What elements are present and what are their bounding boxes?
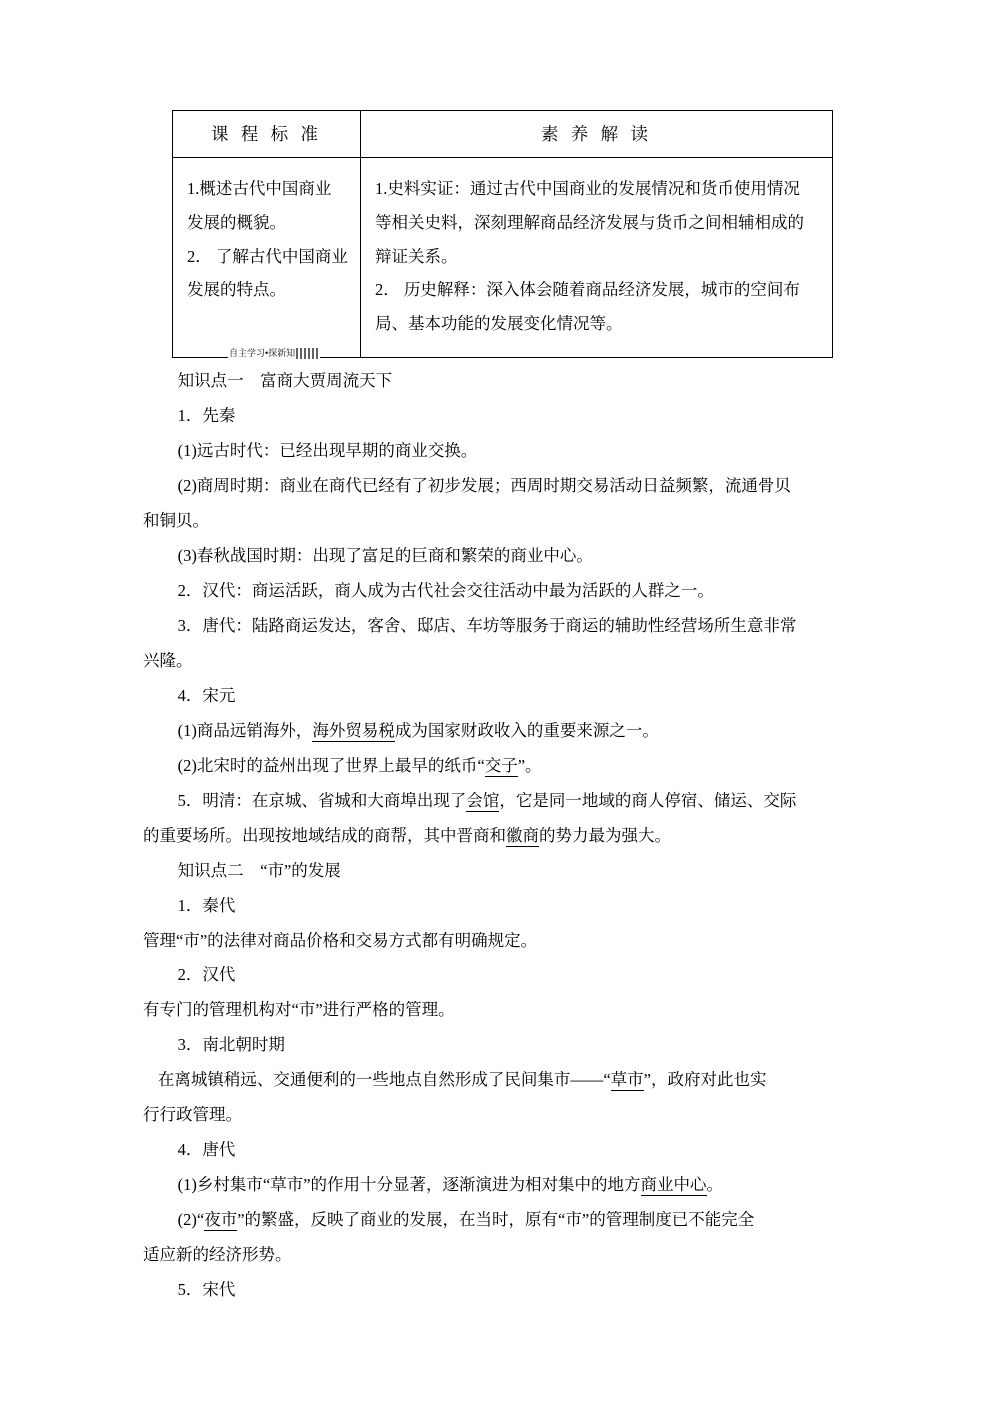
body-line-nanbeichao-cont: 行行政管理。 <box>143 1105 242 1125</box>
table-cell-literacy <box>361 158 833 358</box>
text-seg: 成为国家财政收入的重要来源之一。 <box>394 720 659 740</box>
underlined-term-shangyezhongxin: 商业中心 <box>640 1175 707 1195</box>
text-seg: ”，政府对此也实 <box>643 1070 767 1090</box>
standard-line-3: 2． 了解古代中国商业 <box>187 246 348 266</box>
body-line-tangdai-2: 4．唐代 <box>177 1140 236 1160</box>
curriculum-standard-table <box>172 110 833 358</box>
banner-label: 自主学习•探新知 <box>229 348 296 358</box>
text-seg: 的势力最为强大。 <box>539 825 671 845</box>
underlined-term-yeshi: 夜市 <box>204 1210 238 1230</box>
underlined-term-huiguan: 会馆 <box>466 790 500 810</box>
body-line-songyuan-2 <box>143 749 859 784</box>
text-seg: (2)“ <box>177 1210 205 1230</box>
table-header-literacy: 素 养 解 读 <box>361 111 833 158</box>
table-cell-standard <box>173 158 361 358</box>
knowledge-point-1-title: 知识点一 富商大贾周流天下 <box>177 371 393 390</box>
body-line-mingqing-2 <box>143 819 859 854</box>
literacy-line-4: 2． 历史解释：深入体会随着商品经济发展，城市的空间布 <box>375 280 800 300</box>
text-seg: ”的繁盛，反映了商业的发展，在当时，原有“市”的管理制度已不能完全 <box>237 1210 755 1230</box>
literacy-line-1: 1.史料实证：通过古代中国商业的发展情况和货币使用情况 <box>375 179 800 198</box>
text-seg: 在离城镇稍远、交通便利的一些地点自然形成了民间集市——“ <box>157 1070 611 1090</box>
body-line-yuangu: (1)远古时代：已经出现早期的商业交换。 <box>177 440 478 460</box>
underlined-term-haiwai: 海外贸易税 <box>312 720 395 740</box>
standard-line-1: 1.概述古代中国商业 <box>187 179 332 198</box>
body-line-tangdai: 3．唐代：陆路商运发达，客舍、邸店、车坊等服务于商运的辅助性经营场所生意非常 <box>177 615 797 635</box>
text-seg: (1)商品远销海外， <box>177 720 313 740</box>
text-seg: (1)乡村集市“草市”的作用十分显著，逐渐演进为相对集中的地方 <box>177 1175 641 1195</box>
section-banner <box>228 346 320 360</box>
body-line-songyuan: 4．宋元 <box>177 685 236 705</box>
literacy-line-5: 局、基本功能的发展变化情况等。 <box>375 314 623 334</box>
body-line-qindai: 1．秦代 <box>177 895 236 915</box>
body-line-tangdai-2-2 <box>143 1203 859 1238</box>
text-seg: ”。 <box>517 755 542 775</box>
body-line-mingqing-1 <box>143 784 859 819</box>
text-seg: 5．明清：在京城、省城和大商埠出现了 <box>177 790 467 810</box>
body-line-handai-2-text: 有专门的管理机构对“市”进行严格的管理。 <box>143 1000 455 1020</box>
body-line-handai: 2．汉代：商运活跃，商人成为古代社会交往活动中最为活跃的人群之一。 <box>177 580 714 600</box>
body-line-tangdai-2-1 <box>143 1168 859 1203</box>
body-line-xianqin: 1．先秦 <box>177 405 236 425</box>
literacy-line-2: 等相关史料，深刻理解商品经济发展与货币之间相辅相成的 <box>375 212 804 232</box>
body-line-tangdai-cont: 兴隆。 <box>143 650 193 670</box>
underlined-term-huishang: 徽商 <box>506 825 539 845</box>
standard-line-2: 发展的概貌。 <box>187 212 286 232</box>
body-line-songyuan-1 <box>143 714 859 749</box>
body-line-chunqiu: (3)春秋战国时期：出现了富足的巨商和繁荣的商业中心。 <box>177 545 593 565</box>
text-seg: 的重要场所。出现按地域结成的商帮，其中晋商和 <box>143 825 506 845</box>
text-seg: (2)北宋时的益州出现了世界上最早的纸币“ <box>177 755 485 775</box>
body-line-qindai-text: 管理“市”的法律对商品价格和交易方式都有明确规定。 <box>143 930 538 950</box>
table-header-row <box>173 111 833 158</box>
body-line-nanbeichao-text <box>143 1063 859 1098</box>
body-line-shangzhou: (2)商周时期：商业在商代已经有了初步发展；西周时期交易活动日益频繁，流通骨贝 <box>177 475 791 495</box>
underlined-term-jiaozi: 交子 <box>484 755 518 775</box>
underlined-term-caoshi: 草市 <box>610 1070 644 1090</box>
body-line-nanbeichao: 3．南北朝时期 <box>177 1035 285 1055</box>
table-body-row <box>173 158 833 358</box>
text-seg: ，它是同一地域的商人停宿、储运、交际 <box>499 790 797 810</box>
body-line-songdai: 5．宋代 <box>177 1280 236 1300</box>
text-seg: 。 <box>706 1175 724 1195</box>
literacy-line-3: 辩证关系。 <box>375 246 458 266</box>
body-line-tangdai-2-3: 适应新的经济形势。 <box>143 1245 292 1265</box>
body-line-handai-2: 2．汉代 <box>177 965 236 985</box>
table-header-standard: 课 程 标 准 <box>173 111 361 158</box>
knowledge-point-2-title: 知识点二 “市”的发展 <box>177 860 341 880</box>
standard-line-4: 发展的特点。 <box>187 280 286 300</box>
body-line-shangzhou-cont: 和铜贝。 <box>143 510 209 530</box>
document-body <box>143 364 859 1308</box>
